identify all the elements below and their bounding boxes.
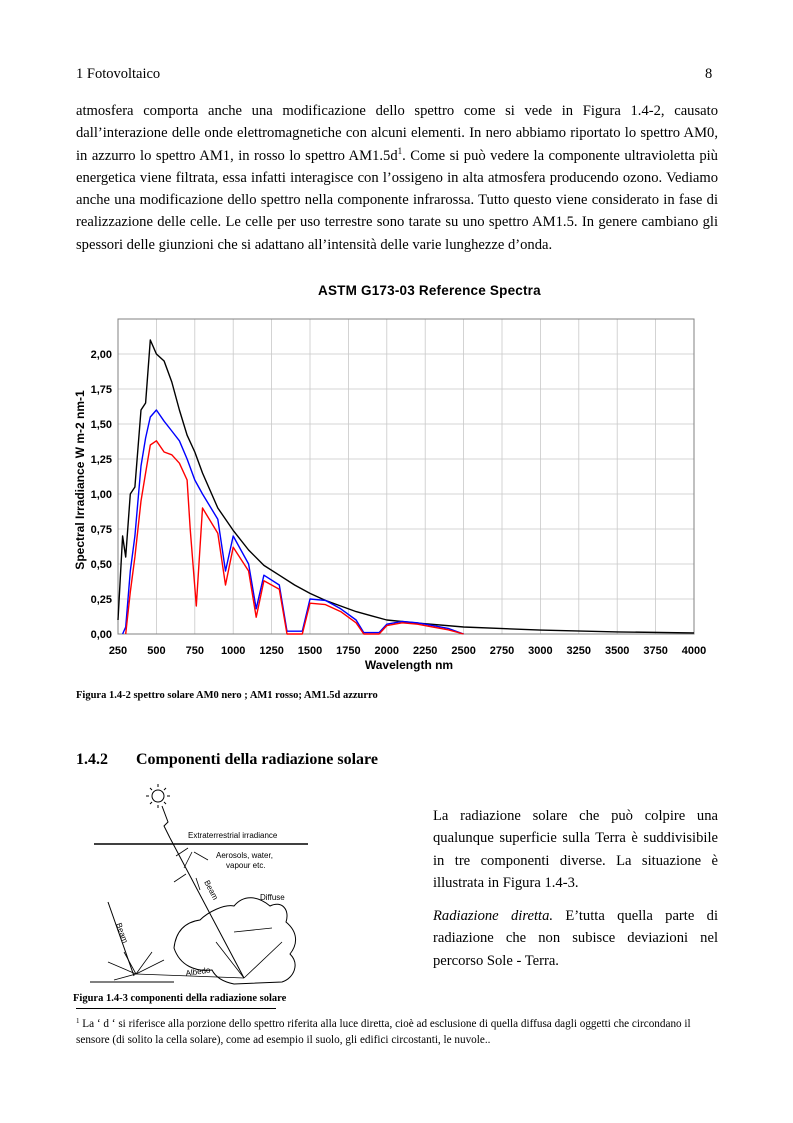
sun-icon bbox=[146, 784, 170, 808]
series-line-am1 bbox=[123, 410, 464, 634]
figure-1-caption: Figura 1.4-2 spettro solare AM0 nero ; AM1 rosso; AM1.5d azzurro bbox=[76, 690, 378, 701]
radiation-diagram bbox=[76, 782, 416, 994]
label-diffuse: Diffuse bbox=[260, 893, 285, 902]
x-axis-label: Wavelength nm bbox=[364, 658, 454, 672]
label-beam-left: Beam bbox=[114, 921, 130, 945]
y-tick-label: 0,50 bbox=[90, 559, 112, 571]
y-tick-label: 0,00 bbox=[90, 629, 112, 641]
y-tick-label: 0,25 bbox=[90, 594, 112, 606]
side-paragraph-2 bbox=[433, 905, 718, 972]
chart-series bbox=[118, 340, 694, 634]
x-tick-label: 2000 bbox=[374, 645, 400, 657]
paragraph-part2: . Come si può vedere la componente ultravioletta più energetica viene filtrata, essa infatti interagisce con l’ossigeno in alta atmosfera producendo ozono. Vediamo anche una modificazione dello spettro nella componente infrarossa. Tutto questo viene considerato in fase di realizzazione delle celle. Le celle per uso terrestre sono tarate su uno spettro AM1.5. In genere cambiano gli spessori delle giunzioni che si adattano all’intensità delle varie lunghezze d’onda. bbox=[76, 147, 718, 253]
x-tick-label: 3250 bbox=[566, 645, 592, 657]
footnote bbox=[76, 1017, 721, 1048]
x-tick-label: 2250 bbox=[412, 645, 438, 657]
running-header-chapter: 1 Fotovoltaico bbox=[76, 66, 161, 82]
y-tick-label: 0,75 bbox=[90, 524, 112, 536]
footnote-reference[interactable]: 1 bbox=[397, 145, 403, 156]
spectrum-chart bbox=[70, 310, 720, 675]
x-tick-label: 500 bbox=[147, 645, 166, 657]
x-tick-label: 3000 bbox=[528, 645, 553, 657]
section-heading bbox=[76, 751, 378, 769]
y-tick-label: 2,00 bbox=[90, 349, 112, 361]
side-text bbox=[433, 805, 718, 983]
x-tick-labels bbox=[109, 645, 706, 657]
sun-beam-line bbox=[162, 806, 170, 838]
x-tick-label: 1000 bbox=[220, 645, 246, 657]
y-tick-label: 1,75 bbox=[90, 384, 112, 396]
footnote-text: La ‘ d ‘ si riferisce alla porzione dello spettro riferita alla luce diretta, cioè ad esclusione di quella diffusa dagli oggetti che circondano il sensore (di solito la cella solare), come ad esempio il suolo, gli edifici circostanti, le nuvole.. bbox=[76, 1018, 691, 1046]
series-line-am0 bbox=[118, 340, 694, 633]
label-extraterrestrial: Extraterrestrial irradiance bbox=[188, 831, 278, 840]
series-line-am15d bbox=[126, 441, 464, 634]
y-tick-label: 1,25 bbox=[90, 454, 112, 466]
page-number: 8 bbox=[705, 66, 713, 82]
side-paragraph-1: La radiazione solare che può colpire una qualunque superficie sulla Terra è suddivisibile in tre componenti diverse. La situazione è illustrata in Figura 1.4-3. bbox=[433, 808, 718, 891]
x-tick-label: 3500 bbox=[604, 645, 630, 657]
paragraph-part1: atmosfera comporta anche una modificazione dello spettro come si vede in Figura 1.4-2, causato dall’interazione delle onde elettromagnetiche con alcuni elementi. In nero abbiamo riportato lo spettro AM0, in azzurro lo spettro AM1, in rosso lo spettro AM1.5d bbox=[76, 103, 718, 164]
x-tick-label: 1500 bbox=[297, 645, 323, 657]
x-tick-label: 3750 bbox=[643, 645, 668, 657]
footnote-rule bbox=[76, 1008, 276, 1009]
x-tick-label: 1750 bbox=[336, 645, 361, 657]
section-title: Componenti della radiazione solare bbox=[136, 751, 378, 768]
x-tick-label: 250 bbox=[108, 645, 128, 657]
chart-title: ASTM G173-03 Reference Spectra bbox=[318, 283, 541, 298]
section-number: 1.4.2 bbox=[76, 751, 108, 768]
label-beam: Beam bbox=[202, 878, 220, 902]
x-tick-label: 750 bbox=[185, 645, 204, 657]
figure-2-caption: Figura 1.4-3 componenti della radiazione solare bbox=[73, 993, 287, 1004]
body-paragraph bbox=[76, 100, 718, 256]
label-aerosols-1: Aerosols, water, bbox=[216, 851, 273, 860]
x-tick-label: 2750 bbox=[489, 645, 515, 657]
y-tick-label: 1,50 bbox=[90, 419, 112, 431]
x-tick-label: 2500 bbox=[451, 645, 476, 657]
side-paragraph-2-italic: Radiazione diretta. bbox=[433, 908, 554, 925]
x-tick-label: 4000 bbox=[681, 645, 707, 657]
y-tick-label: 1,00 bbox=[90, 489, 112, 501]
label-aerosols-2: vapour etc. bbox=[226, 861, 266, 870]
side-paragraph-2-rest: E’tutta quella parte di radiazione che non subisce deviazioni nel percorso Sole - Terra. bbox=[433, 908, 718, 969]
x-tick-label: 1250 bbox=[259, 645, 284, 657]
y-axis-label: Spectral Irradiance W m-2 nm-1 bbox=[73, 390, 87, 570]
y-tick-labels bbox=[91, 349, 112, 641]
label-albedo: Albedo bbox=[185, 965, 211, 978]
footnote-marker: 1 bbox=[76, 1017, 80, 1025]
